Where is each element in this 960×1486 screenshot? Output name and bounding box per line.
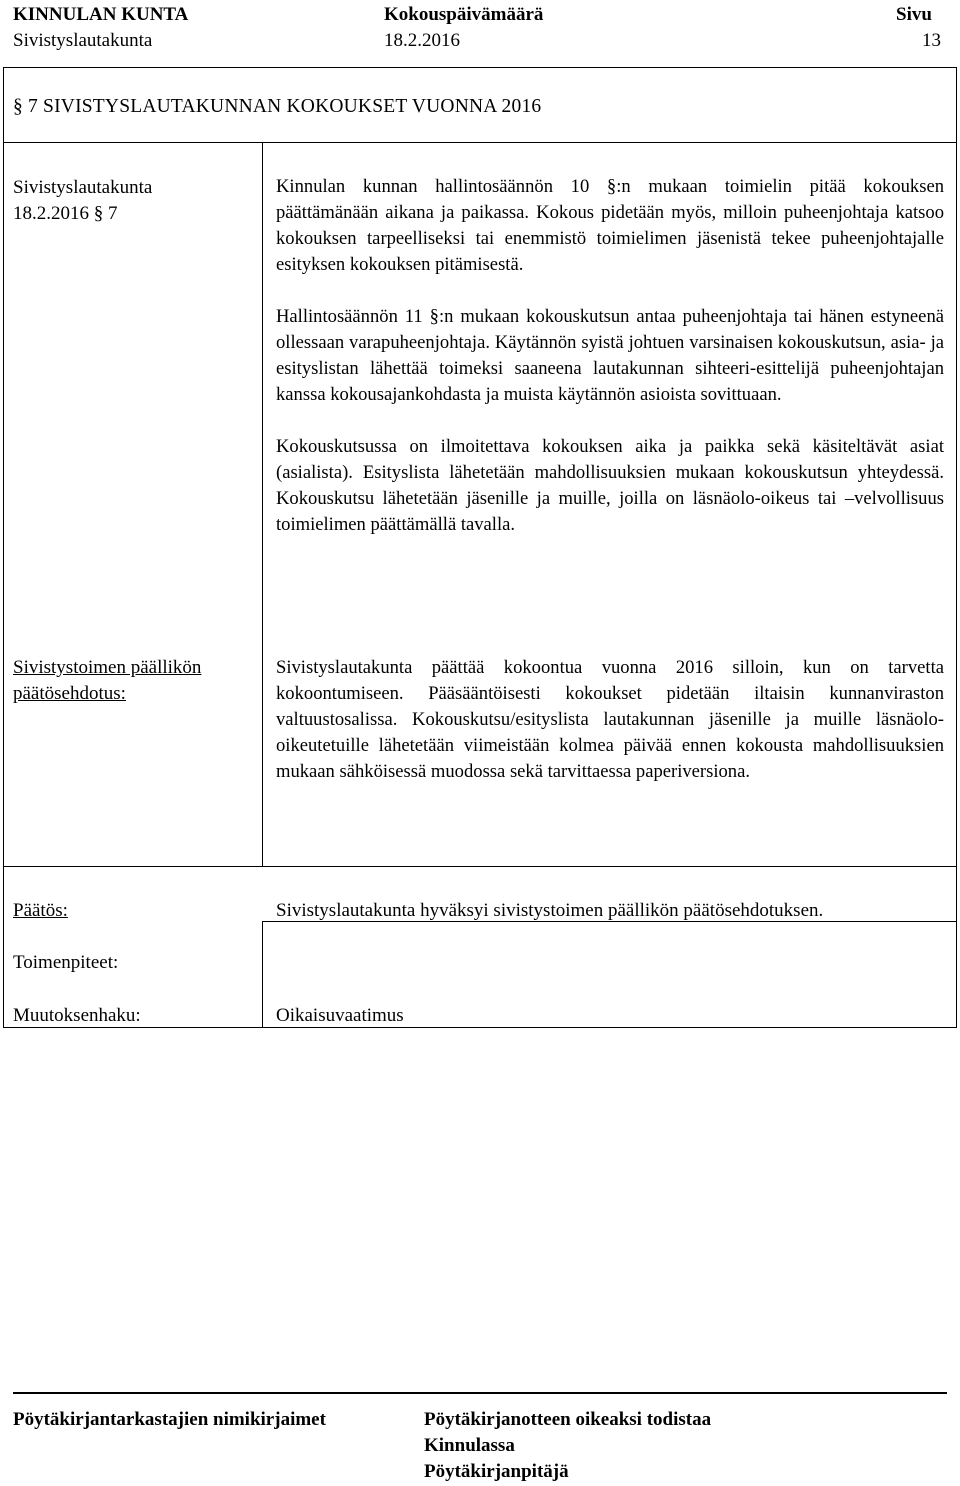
header-municipality: KINNULAN KUNTA	[13, 4, 189, 25]
section-ref-body: Sivistyslautakunta	[13, 177, 153, 198]
header-page-number: 13	[922, 30, 941, 51]
proposal-label-line-2: päätösehdotus:	[13, 683, 126, 704]
decision-label: Päätös:	[13, 900, 68, 921]
section-ref-entry: 18.2.2016 § 7	[13, 203, 118, 224]
paragraph-1: Kinnulan kunnan hallintosäännön 10 §:n mukaan toimielin pitää kokouksen päättämänään aikana ja paikassa. Kokous pidetään myös, milloin puheenjohtaja katsoo kokouksen tarpeelliseksi tai enemmistö toimielimen jäsenistä tekee puheenjohtajalle esityksen kokouksen pitämisestä.	[276, 176, 944, 275]
proposal-text	[276, 655, 944, 785]
header-board: Sivistyslautakunta	[13, 30, 153, 51]
proposal-label	[13, 655, 201, 707]
column-divider-section	[262, 142, 263, 866]
column-divider-decision	[262, 922, 263, 1027]
proposal-paragraph: Sivistyslautakunta päättää kokoontua vuonna 2016 silloin, kun on tarvetta kokoontumiseen. Pääsääntöisesti kokoukset pidetään iltaisin kunnanviraston valtuustosalissa. Kokouskutsu/esityslista lautakunnan jäsenille ja muille läsnäolo-oikeutetuille lähetetään viimeistään kolmea päivää ennen kokousta mahdollisuuksien mukaan sähköisessä muodossa sekä tarvittaessa paperiversiona.	[276, 657, 944, 782]
header-page-label: Sivu	[896, 4, 932, 25]
decision-text: Sivistyslautakunta hyväksyi sivistystoimen päällikön päätösehdotuksen.	[276, 900, 824, 921]
footer-rule	[13, 1392, 947, 1394]
footer-checkers: Pöytäkirjantarkastajien nimikirjaimet	[13, 1409, 326, 1430]
footer-certify: Pöytäkirjanotteen oikeaksi todistaa	[424, 1409, 712, 1430]
section-body	[276, 174, 944, 538]
header-date: 18.2.2016	[384, 30, 460, 51]
measures-label: Toimenpiteet:	[13, 952, 119, 973]
section-bottom-rule	[3, 866, 957, 867]
title-bottom-rule	[3, 142, 957, 143]
footer-place: Kinnulassa	[424, 1435, 515, 1456]
section-title: § 7 SIVISTYSLAUTAKUNNAN KOKOUKSET VUONNA 2016	[13, 96, 542, 117]
paragraph-3: Kokouskutsussa on ilmoitettava kokouksen aika ja paikka sekä käsiteltävät asiat (asialista). Esityslista lähetetään mahdollisuuksien mukaan kokouskutsun yhteydessä. Kokouskutsu lähetetään jäsenille ja muille, joilla on läsnäolo-oikeus tai –velvollisuus toimielimen päättämällä tavalla.	[276, 436, 944, 535]
box-bottom-rule	[3, 1027, 957, 1028]
paragraph-2: Hallintosäännön 11 §:n mukaan kokouskutsun antaa puheenjohtaja tai hänen estyneenä ollessaan varapuheenjohtaja. Käytännön syistä johtuen varsinaisen kokouskutsun, asia- ja esityslistan lähettää toimeksi saaneena lautakunnan sihteeri-esittelijä puheenjohtajan kanssa kokousajankohdasta ja muista käytännön asioista sovittuaan.	[276, 306, 944, 405]
footer-keeper: Pöytäkirjanpitäjä	[424, 1461, 569, 1482]
header-date-label: Kokouspäivämäärä	[384, 4, 544, 25]
box-top-rule	[3, 67, 957, 68]
box-left-rule	[3, 67, 4, 1028]
box-right-rule	[956, 67, 957, 1028]
appeal-value: Oikaisuvaatimus	[276, 1005, 404, 1026]
proposal-label-line-1: Sivistystoimen päällikön	[13, 657, 202, 678]
appeal-label: Muutoksenhaku:	[13, 1005, 141, 1026]
